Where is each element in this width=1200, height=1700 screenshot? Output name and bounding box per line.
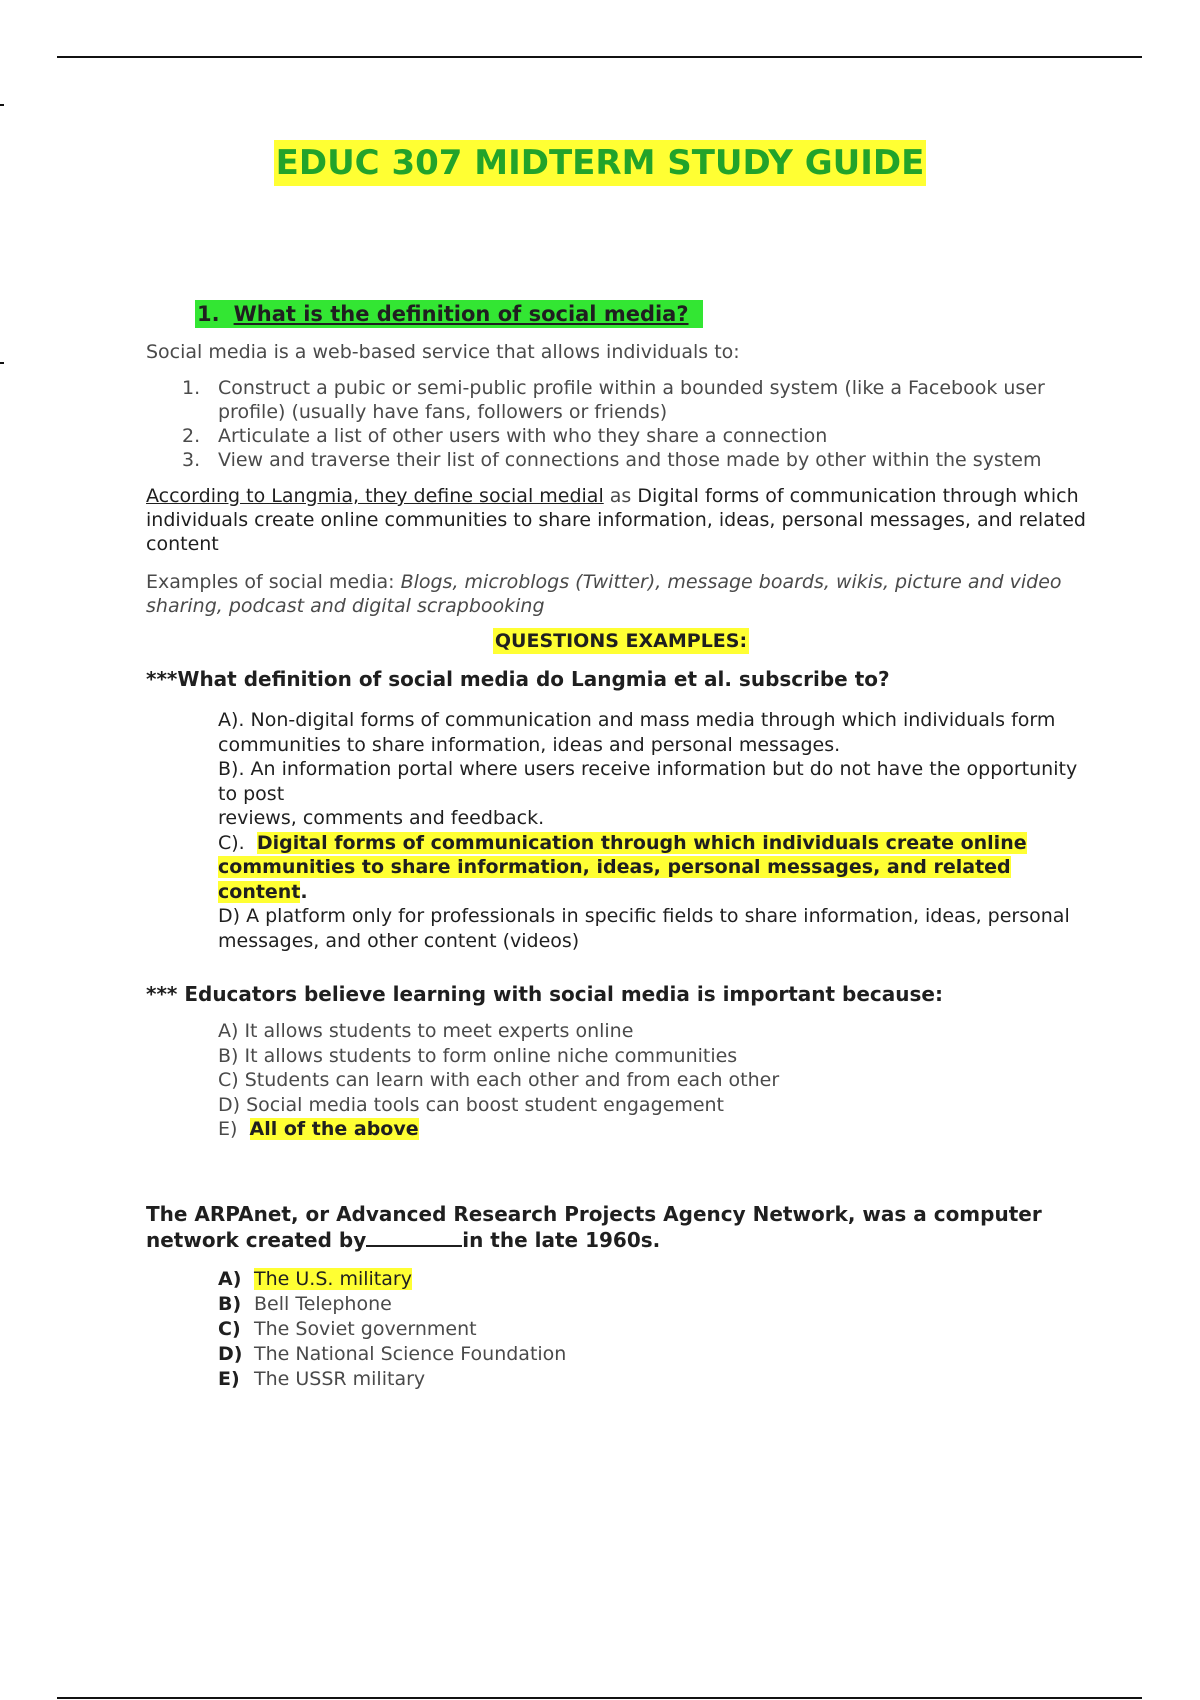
list-item <box>146 448 1096 472</box>
examples-paragraph <box>146 570 1096 618</box>
bottom-rule <box>57 1697 1142 1699</box>
option-suffix: . <box>300 880 308 903</box>
option-line: A). Non-digital forms of communication and mass media through which individuals form <box>218 709 1056 731</box>
mcq2-options <box>218 1019 1096 1142</box>
option-text: Bell Telephone <box>254 1292 392 1315</box>
mcq2-correct-answer: All of the above <box>249 1118 419 1140</box>
option-text: The National Science Foundation <box>254 1342 567 1365</box>
mcq3-question-part2: in the late 1960s. <box>462 1227 661 1252</box>
langmia-rest: Digital forms of communication through which individuals create online communities to share information, ideas, personal messages, and related content <box>146 485 1086 555</box>
list-item-number: 1. <box>182 377 201 399</box>
list-item: A) It allows students to meet experts online <box>218 1020 634 1042</box>
list-item-text: View and traverse their list of connections and those made by other within the system <box>218 449 1042 471</box>
option-key: D) <box>218 1342 243 1365</box>
option-key: B) <box>218 1292 242 1315</box>
mcq3-correct-answer: The U.S. military <box>254 1267 412 1290</box>
examples-list: Blogs, microblogs (Twitter), message boards, wikis, picture and video sharing, podcast and digital scrapbooking <box>146 571 1062 617</box>
langmia-as: as <box>603 485 638 507</box>
list-item: B) It allows students to form online niche communities <box>218 1044 738 1067</box>
mcq2-option-e <box>218 1117 1096 1142</box>
option-key: E) <box>218 1118 250 1140</box>
option-key: C) <box>218 1317 241 1340</box>
top-rule <box>57 56 1142 58</box>
margin-tick <box>0 362 4 364</box>
list-item <box>218 1267 1096 1292</box>
mcq2-question: *** Educators believe learning with social media is important because: <box>146 982 943 1006</box>
mcq1-correct-answer: Digital forms of communication through which individuals create online communities to share information, ideas, personal messages, and related content <box>218 831 1027 903</box>
option-line: communities to share information, ideas and personal messages. <box>218 733 841 756</box>
list-item: D) Social media tools can boost student engagement <box>218 1093 725 1116</box>
mcq3-question <box>146 1202 1096 1253</box>
option-text: The USSR military <box>254 1367 426 1390</box>
list-item <box>218 1367 1096 1392</box>
option-line: B). An information portal where users receive information but do not have the opportunity to post <box>218 758 1078 805</box>
list-item-text: Construct a pubic or semi-public profile within a bounded system (like a Facebook user profile) (usually have fans, followers or friends) <box>218 377 1045 423</box>
list-item-text: Articulate a list of other users with who they share a connection <box>218 425 828 447</box>
list-item <box>218 1317 1096 1342</box>
option-line: reviews, comments and feedback. <box>218 807 545 829</box>
option-line: D) A platform only for professionals in specific fields to share information, ideas, personal <box>218 905 1070 927</box>
question1-heading <box>195 300 703 328</box>
list-item <box>218 1292 1096 1317</box>
mcq1-option-c <box>218 831 1096 905</box>
question1-heading-text: What is the definition of social media? <box>233 302 689 326</box>
examples-label: Examples of social media: <box>146 571 401 593</box>
list-item <box>146 376 1096 424</box>
mcq3-options <box>218 1267 1096 1392</box>
option-line: messages, and other content (videos) <box>218 929 580 952</box>
page-title: EDUC 307 MIDTERM STUDY GUIDE <box>274 140 927 186</box>
list-item: C) Students can learn with each other and from each other <box>218 1069 780 1091</box>
question1-number: 1. <box>197 302 220 326</box>
definition-intro: Social media is a web-based service that allows individuals to: <box>146 341 740 363</box>
list-item-number: 2. <box>182 425 201 447</box>
langmia-underlined: According to Langmia, they define social medial <box>146 485 604 507</box>
mcq1-options <box>218 708 1096 953</box>
questions-examples-container <box>146 628 1096 654</box>
option-text: The Soviet government <box>254 1317 477 1340</box>
title-container <box>0 140 1200 186</box>
document-body <box>146 300 1096 1392</box>
margin-tick <box>0 104 4 106</box>
mcq1-option-d <box>218 904 1096 953</box>
list-item <box>218 1342 1096 1367</box>
mcq3-question-part1: The ARPAnet, or Advanced Research Projects Agency Network, was a computer network created by <box>146 1201 1042 1252</box>
option-prefix: C). <box>218 831 257 854</box>
mcq1-question: ***What definition of social media do Langmia et al. subscribe to? <box>146 667 890 691</box>
list-item <box>146 424 1096 448</box>
list-item-number: 3. <box>182 449 201 471</box>
langmia-definition <box>146 484 1096 556</box>
fill-in-blank <box>366 1227 462 1247</box>
option-key: E) <box>218 1367 240 1390</box>
mcq1-option-b <box>218 757 1096 831</box>
questions-examples-label: QUESTIONS EXAMPLES: <box>494 630 748 652</box>
mcq1-option-a <box>218 708 1096 757</box>
option-key: A) <box>218 1267 242 1290</box>
definition-list <box>146 376 1096 472</box>
